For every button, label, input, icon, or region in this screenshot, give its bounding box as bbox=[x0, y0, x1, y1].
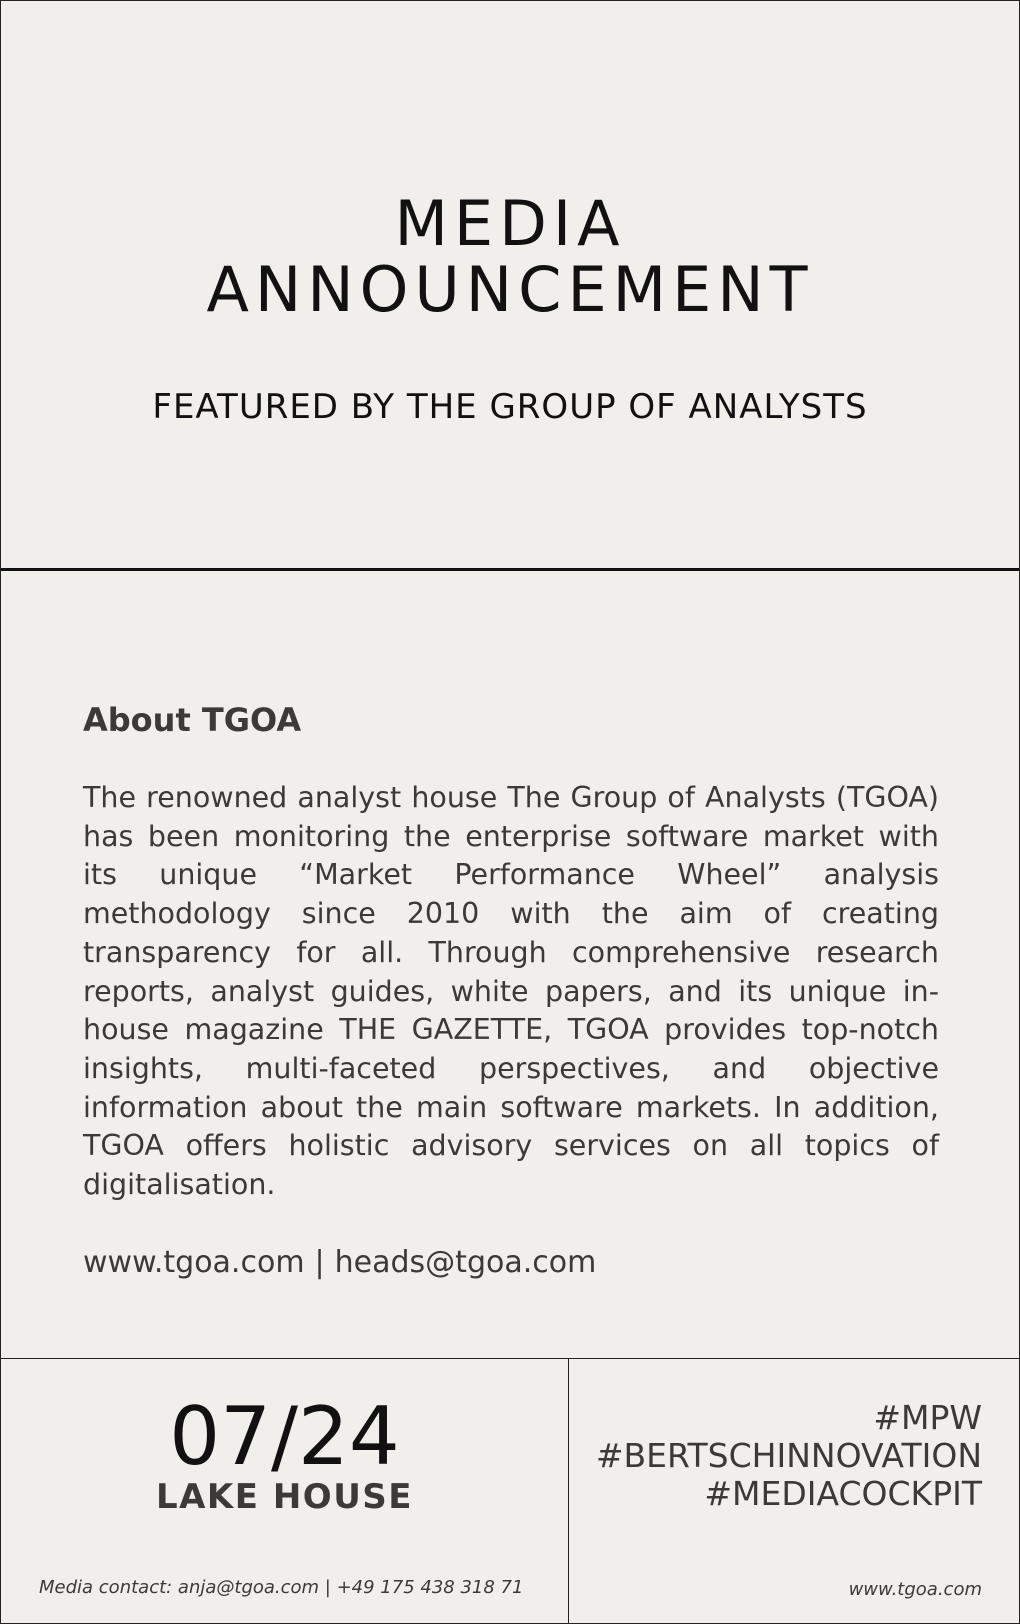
contact-line bbox=[83, 1245, 939, 1280]
title-line-1: MEDIA bbox=[394, 187, 626, 260]
page-title bbox=[1, 187, 1019, 326]
hashtag: #BERTSCHINNOVATION bbox=[595, 1436, 982, 1475]
footer-website[interactable]: www.tgoa.com bbox=[848, 1579, 982, 1600]
about-body: The renowned analyst house The Group of Analysts (TGOA) has been monitoring the enterprise software market with its unique “Market Performance Wheel” analysis methodology since 2010 with the aim of creating transparency for all. Through comprehensive research reports, analyst guides, white papers, and its unique in-house magazine THE GAZETTE, TGOA provides top-notch insights, multi-faceted perspectives, and objective information about the main software markets. In addition, TGOA offers holistic advisory services on all topics of digitalisation. bbox=[83, 781, 939, 1202]
media-contact: Media contact: anja@tgoa.com | +49 175 438 318 71 bbox=[39, 1577, 524, 1598]
header-section bbox=[1, 1, 1019, 571]
title-line-2: ANNOUNCEMENT bbox=[206, 253, 814, 326]
hashtag: #MEDIACOCKPIT bbox=[704, 1474, 982, 1513]
about-section bbox=[83, 701, 939, 1280]
hashtag-list bbox=[596, 1399, 982, 1513]
issue-date: 07/24 bbox=[169, 1390, 400, 1483]
footer-left-panel bbox=[1, 1359, 569, 1624]
hashtag: #MPW bbox=[873, 1398, 982, 1437]
about-heading: About TGOA bbox=[83, 701, 302, 739]
footer-right-panel bbox=[569, 1359, 1019, 1624]
event-location: LAKE HOUSE bbox=[155, 1477, 414, 1517]
email-link[interactable]: heads@tgoa.com bbox=[334, 1244, 597, 1280]
page-subtitle: FEATURED BY THE GROUP OF ANALYSTS bbox=[152, 387, 868, 427]
contact-separator: | bbox=[314, 1244, 325, 1280]
footer-section bbox=[1, 1358, 1019, 1624]
website-link[interactable]: www.tgoa.com bbox=[83, 1244, 305, 1280]
